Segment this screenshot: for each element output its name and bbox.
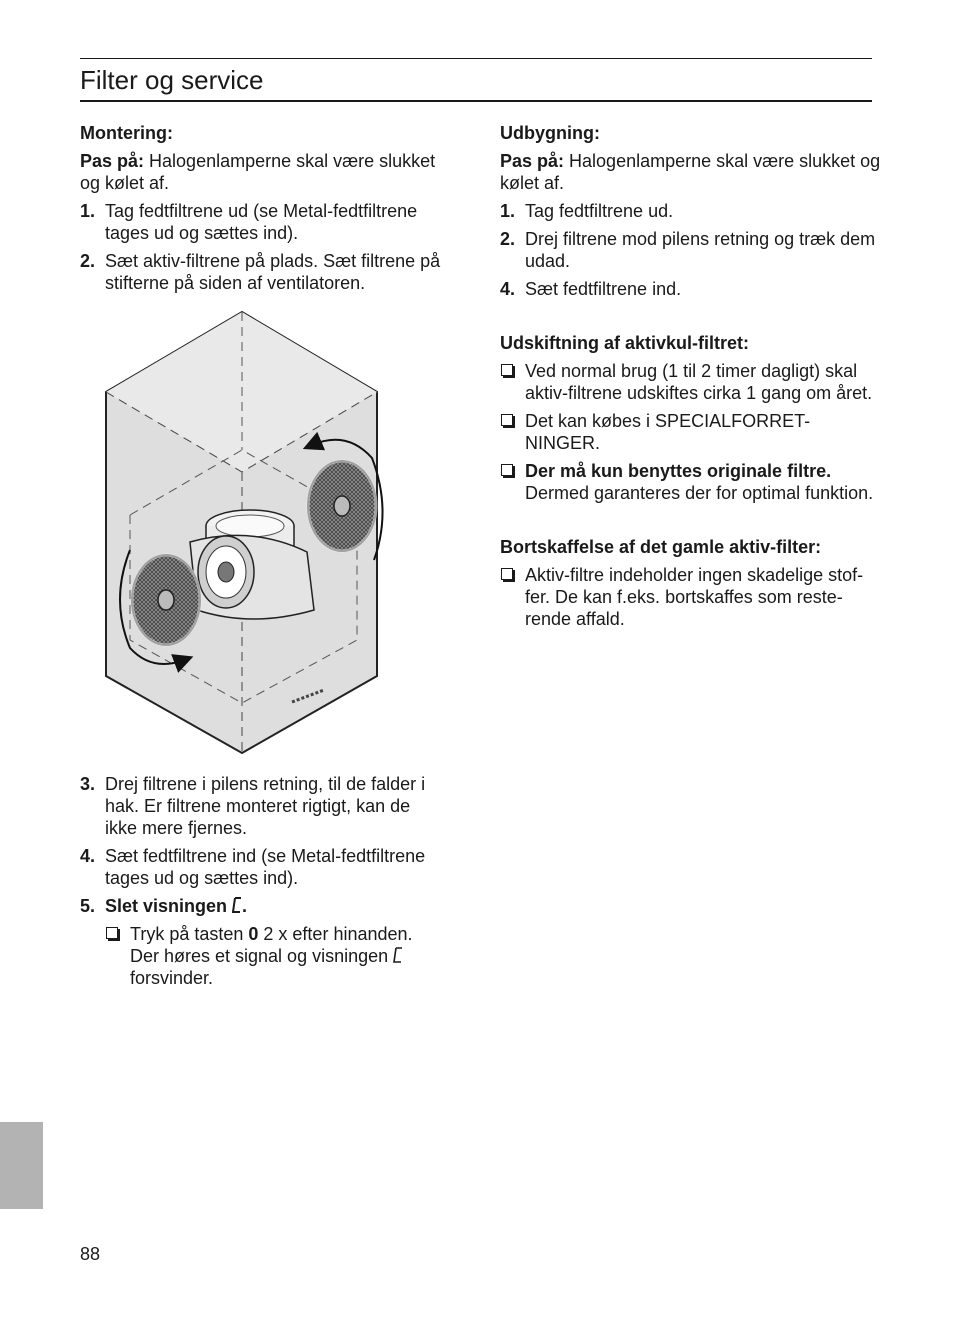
caution-label: Pas på: bbox=[80, 151, 145, 171]
step-text: Sæt fedtfiltrene ind. bbox=[525, 279, 682, 299]
list-item bbox=[500, 278, 885, 300]
saturation-display-icon bbox=[393, 947, 403, 963]
left-column bbox=[80, 122, 445, 995]
mounting-steps-after bbox=[80, 773, 445, 917]
list-item bbox=[500, 410, 885, 454]
subitem-text-b: 2 x efter hinanden. Der høres et signal og visningen bbox=[130, 924, 413, 966]
step5-subitems bbox=[80, 923, 445, 989]
saturation-display-icon bbox=[232, 897, 242, 913]
caution-label: Pas på: bbox=[500, 151, 565, 171]
step-number: 3. bbox=[80, 774, 96, 794]
step-text: Tag fedtfiltrene ud (se Metal-fedtfiltrene tages ud og sættes ind). bbox=[105, 201, 418, 243]
step5-text: Slet visningen bbox=[105, 896, 233, 916]
replacement-list bbox=[500, 360, 885, 504]
checkbox-square-icon bbox=[501, 364, 513, 376]
list-item bbox=[80, 773, 445, 839]
disposal-list bbox=[500, 564, 885, 630]
right-column bbox=[500, 122, 885, 636]
page-title: Filter og service bbox=[80, 65, 264, 95]
chapter-tab-marker bbox=[0, 1122, 43, 1209]
removal-steps bbox=[500, 200, 885, 300]
step-text: Sæt fedtfiltrene ind (se Metal-fedtfiltrene tages ud og sættes ind). bbox=[105, 846, 426, 888]
step-number: 5. bbox=[80, 896, 96, 916]
step-text bbox=[105, 896, 247, 916]
replacement-heading: Udskiftning af aktivkul-filtret: bbox=[500, 333, 750, 353]
subitem-text-c: forsvinder. bbox=[130, 968, 214, 988]
step-text: Drej filtrene mod pilens retning og træk dem udad. bbox=[525, 229, 876, 271]
subitem-text-a: Tryk på tasten bbox=[130, 924, 249, 944]
step-number: 2. bbox=[80, 251, 96, 271]
list-item bbox=[80, 895, 445, 917]
caution-text: Halogenlamperne skal være slukket og kølet af. bbox=[80, 151, 436, 193]
list-item bbox=[500, 460, 885, 504]
list-item bbox=[80, 845, 445, 889]
step-number: 1. bbox=[80, 201, 96, 221]
key-zero: 0 bbox=[248, 924, 259, 944]
step-text: Sæt aktiv-filtrene på plads. Sæt filtrene på stifterne på siden af ventilatoren. bbox=[105, 251, 441, 293]
list-item bbox=[80, 250, 445, 294]
checkbox-square-icon bbox=[106, 927, 118, 939]
step-number: 1. bbox=[500, 201, 516, 221]
step-number: 4. bbox=[500, 279, 516, 299]
list-item bbox=[500, 228, 885, 272]
step-text: Drej filtrene i pilens retning, til de falder i hak. Er filtrene monteret rigtigt, kan de ikke mere fjernes. bbox=[105, 774, 426, 838]
removal-caution bbox=[500, 150, 885, 194]
checkbox-square-icon bbox=[501, 568, 513, 580]
list-item bbox=[500, 564, 885, 630]
page-number: 88 bbox=[80, 1244, 101, 1264]
bullet-text: Ved normal brug (1 til 2 timer dagligt) skal aktiv-filtrene udskiftes cirka 1 gang om året. bbox=[525, 361, 873, 403]
caution-text: Halogenlamperne skal være slukket og kølet af. bbox=[500, 151, 881, 193]
list-item bbox=[500, 360, 885, 404]
list-item bbox=[500, 200, 885, 222]
step5-end: . bbox=[242, 896, 248, 916]
bullet-text: Det kan købes i SPECIALFORRET-NINGER. bbox=[525, 411, 811, 453]
header-top-rule bbox=[80, 58, 872, 59]
step-number: 2. bbox=[500, 229, 516, 249]
checkbox-square-icon bbox=[501, 414, 513, 426]
bullet-text: Dermed garanteres der for optimal funktion. bbox=[525, 483, 874, 503]
removal-heading: Udbygning: bbox=[500, 123, 600, 143]
header-bottom-rule bbox=[80, 100, 872, 102]
bullet-bold-text: Der må kun benyttes originale filtre. bbox=[525, 461, 832, 481]
disposal-heading: Bortskaffelse af det gamle aktiv-filter: bbox=[500, 537, 822, 557]
list-item bbox=[105, 923, 445, 989]
cooker-hood-activated-carbon-filter-illustration bbox=[102, 310, 402, 756]
step-number: 4. bbox=[80, 846, 96, 866]
checkbox-square-icon bbox=[501, 464, 513, 476]
mounting-caution bbox=[80, 150, 445, 194]
mounting-heading: Montering: bbox=[80, 123, 173, 143]
mounting-steps-before bbox=[80, 200, 445, 294]
bullet-text: Aktiv-filtre indeholder ingen skadelige stof-fer. De kan f.eks. bortskaffes som reste-rende affald. bbox=[525, 565, 864, 629]
list-item bbox=[80, 200, 445, 244]
step-text: Tag fedtfiltrene ud. bbox=[525, 201, 674, 221]
